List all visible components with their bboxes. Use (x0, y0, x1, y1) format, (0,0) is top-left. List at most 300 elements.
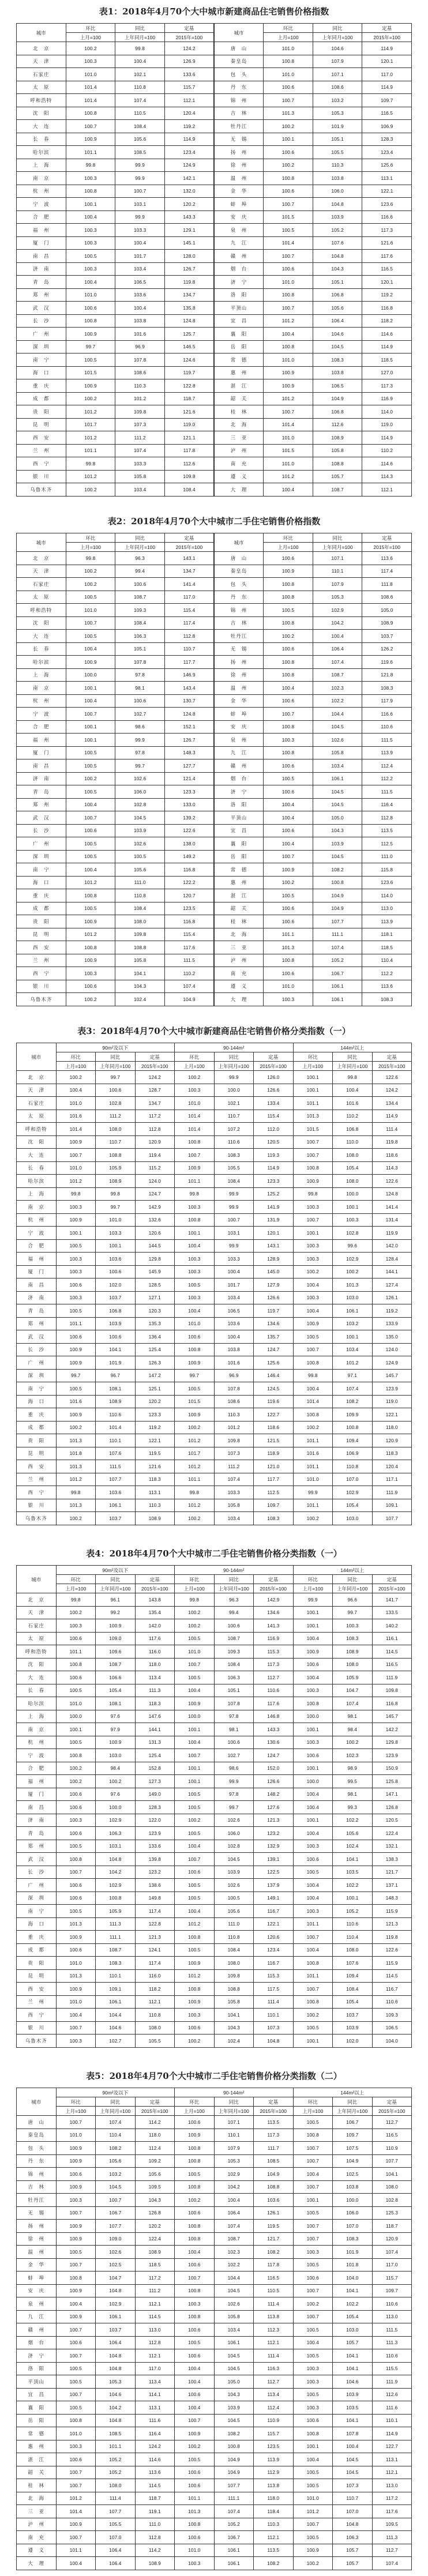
subheader-dingji: 2015年=100 (164, 33, 214, 42)
index-value: 120.5 (254, 1135, 294, 1149)
index-value: 106.0 (115, 785, 165, 799)
city-name: 北 京 (17, 1071, 57, 1084)
city-name: 长 春 (17, 1684, 57, 1697)
table-row (17, 1671, 412, 1684)
index-value: 105.8 (214, 2310, 254, 2323)
index-value: 104.3 (135, 2194, 175, 2207)
index-value: 101.0 (264, 276, 313, 289)
index-value: 100.9 (56, 1356, 96, 1370)
group-header-row (17, 1566, 412, 1575)
index-value: 101.4 (264, 418, 313, 431)
city-name: 兰 州 (17, 954, 66, 967)
table-row (17, 185, 412, 198)
index-value: 100.2 (175, 1619, 215, 1633)
table-row (17, 314, 412, 328)
index-value: 118.3 (135, 1697, 175, 1710)
city-name: 杭 州 (17, 694, 66, 708)
index-value: 122.5 (254, 1866, 294, 1879)
index-value: 100.3 (66, 55, 115, 68)
index-value: 100.4 (214, 1330, 254, 1344)
index-value: 104.8 (96, 2362, 136, 2375)
index-value: 123.5 (164, 902, 214, 915)
city-name: 沈 阳 (17, 1135, 57, 1149)
index-value: 112.3 (254, 2323, 294, 2337)
city-name: 洛 阳 (214, 288, 264, 302)
index-value: 100.2 (66, 993, 115, 1006)
table-row (17, 210, 412, 224)
subheader-huanbi: 上月=100 (264, 33, 313, 42)
index-value: 100.9 (66, 328, 115, 341)
index-value: 114.1 (135, 2388, 175, 2401)
index-value: 100.8 (96, 1891, 136, 1905)
index-value: 105.9 (96, 1161, 136, 1175)
index-value: 100.9 (175, 1697, 215, 1710)
subheader-dingji: 2015年=100 (254, 1584, 294, 1593)
index-value: 101.1 (293, 1097, 333, 1110)
index-value: 106.5 (115, 276, 165, 289)
table-row (17, 682, 412, 695)
index-value: 119.8 (372, 1135, 412, 1149)
index-value: 101.3 (56, 1434, 96, 1447)
index-value: 125.3 (372, 2206, 412, 2220)
index-value: 100.2 (175, 1071, 215, 1084)
city-name: 南 充 (17, 2531, 57, 2544)
table-row (17, 483, 412, 497)
index-value: 118.0 (135, 2129, 175, 2142)
index-value: 108.4 (115, 902, 165, 915)
table-row (17, 694, 412, 708)
city-name: 乌鲁木齐 (17, 2035, 57, 2048)
index-value: 106.1 (96, 1499, 136, 1512)
header-huanbi: 环比 (175, 1575, 215, 1584)
index-value: 135.4 (135, 1606, 175, 1619)
index-value: 104.5 (96, 2180, 136, 2194)
index-value: 104.6 (96, 2021, 136, 2035)
index-value: 136.4 (135, 1330, 175, 1344)
index-value: 108.8 (96, 1149, 136, 1162)
index-value: 128.3 (135, 1801, 175, 1814)
index-value: 107.4 (164, 980, 214, 993)
index-value: 100.7 (264, 405, 313, 419)
index-value: 107.0 (333, 2505, 373, 2518)
index-value: 117.4 (135, 1957, 175, 1970)
index-value: 104.1 (333, 2362, 373, 2375)
index-value: 114.2 (135, 2116, 175, 2129)
index-value: 110.5 (115, 107, 165, 120)
index-value: 100.8 (66, 314, 115, 328)
index-value: 100.4 (175, 1905, 215, 1918)
index-value: 117.8 (164, 444, 214, 457)
index-value: 100.3 (175, 1253, 215, 1266)
t2-section (16, 510, 412, 1006)
index-value: 100.8 (293, 1356, 333, 1370)
index-value: 100.6 (175, 2388, 215, 2401)
index-value: 100.6 (56, 1827, 96, 1840)
index-value: 104.3 (115, 980, 165, 993)
index-value: 113.0 (372, 2310, 412, 2323)
index-value: 116.9 (254, 1632, 294, 1645)
header-dingji: 定基 (164, 24, 214, 33)
city-name: 湛 江 (214, 379, 264, 393)
index-value: 120.3 (135, 1304, 175, 1318)
subheader-dingji: 2015年=100 (135, 1062, 175, 1071)
index-value: 96.3 (115, 552, 165, 565)
index-value: 100.9 (175, 1995, 215, 2009)
index-value: 99.7 (214, 1801, 254, 1814)
index-value: 126.0 (254, 1071, 294, 1084)
index-value: 130.7 (164, 694, 214, 708)
index-value: 108.3 (333, 2232, 373, 2246)
city-name: 上 海 (17, 668, 66, 682)
table-row (17, 2246, 412, 2259)
city-name: 赣 州 (17, 2323, 57, 2337)
index-value: 100.2 (293, 2297, 333, 2311)
index-value: 110.7 (164, 642, 214, 656)
index-value: 110.2 (362, 444, 412, 457)
index-value: 110.4 (96, 2129, 136, 2142)
index-value: 100.7 (264, 708, 313, 721)
table-row (17, 302, 412, 315)
index-value: 101.0 (56, 1697, 96, 1710)
index-value: 103.6 (96, 1486, 136, 1499)
index-value: 102.8 (115, 798, 165, 811)
index-value: 101.0 (264, 42, 313, 55)
index-value: 100.4 (333, 1084, 373, 1097)
index-value: 99.4 (115, 565, 165, 578)
index-value: 100.1 (264, 133, 313, 146)
index-value: 108.2 (254, 2557, 294, 2570)
index-value: 105.2 (214, 2518, 254, 2531)
index-value: 100.6 (264, 785, 313, 799)
index-value: 100.9 (56, 1931, 96, 1944)
index-value: 107.4 (372, 2557, 412, 2570)
subheader-tongbi: 上年同月=100 (115, 543, 165, 552)
city-name: 贵 阳 (17, 1957, 57, 1970)
index-value: 123.4 (254, 1943, 294, 1957)
index-value: 110.6 (372, 2297, 412, 2311)
index-value: 101.4 (56, 1123, 96, 1136)
city-name: 福 州 (17, 1253, 57, 1266)
index-value: 123.2 (135, 1866, 175, 1879)
city-name: 无 锡 (214, 642, 264, 656)
index-value: 122.0 (135, 1814, 175, 1827)
index-value: 100.9 (175, 1356, 215, 1370)
index-value: 100.5 (175, 1632, 215, 1645)
index-value: 100.3 (66, 967, 115, 980)
index-value: 137.1 (372, 1879, 412, 1892)
index-value: 113.4 (135, 2375, 175, 2389)
index-value: 100.5 (56, 2362, 96, 2375)
header-row (17, 2097, 412, 2107)
index-value: 108.0 (333, 1149, 373, 1162)
city-name: 金 华 (214, 185, 264, 198)
city-name: 泸 州 (214, 444, 264, 457)
index-value: 100.1 (293, 1227, 333, 1240)
table-row (17, 1879, 412, 1892)
table-row (17, 1071, 412, 1084)
index-value: 107.4 (96, 2116, 136, 2129)
index-value: 108.2 (254, 2246, 294, 2259)
index-value: 100.4 (293, 1891, 333, 1905)
index-value: 112.1 (362, 483, 412, 497)
subheader-tongbi: 上年同月=100 (96, 1584, 136, 1593)
index-value: 110.8 (333, 1460, 373, 1473)
index-value: 105.1 (214, 1684, 254, 1697)
index-value: 139.1 (254, 1853, 294, 1866)
index-value: 110.8 (115, 889, 165, 902)
header-row (17, 533, 412, 543)
city-name: 长 沙 (17, 314, 66, 328)
index-value: 112.7 (254, 2375, 294, 2389)
table-row (17, 2168, 412, 2181)
index-value: 101.1 (66, 444, 115, 457)
table-row (17, 1213, 412, 1227)
index-value: 132.1 (372, 1840, 412, 1853)
index-value: 110.9 (372, 2142, 412, 2155)
index-value: 100.2 (175, 2440, 215, 2453)
city-name: 昆 明 (17, 1447, 57, 1460)
subheader-tongbi: 上年同月=100 (333, 1584, 373, 1593)
index-value: 144.1 (135, 1723, 175, 1736)
index-value: 109.6 (96, 1645, 136, 1659)
index-value: 103.4 (214, 1291, 254, 1304)
index-value: 100.3 (175, 2297, 215, 2311)
index-value: 116.7 (254, 1957, 294, 1970)
index-value: 104.1 (333, 2414, 373, 2427)
table-row (17, 1265, 412, 1278)
index-value: 111.6 (135, 2414, 175, 2427)
index-value: 115.9 (372, 1957, 412, 1970)
index-value: 104.5 (313, 720, 362, 734)
index-value: 100.8 (175, 1213, 215, 1227)
index-value: 106.7 (214, 2531, 254, 2544)
index-value: 110.1 (96, 1969, 136, 1983)
index-value: 100.9 (66, 656, 115, 669)
index-value: 152.8 (135, 1762, 175, 1775)
index-value: 99.9 (214, 1187, 254, 1201)
index-value: 126.2 (362, 642, 412, 656)
index-value: 119.7 (164, 366, 214, 379)
index-value: 100.5 (264, 604, 313, 617)
index-value: 110.6 (372, 1995, 412, 2009)
city-name: 济 宁 (17, 2349, 57, 2363)
index-value: 101.0 (56, 1995, 96, 2009)
index-value: 100.6 (264, 824, 313, 837)
index-value: 100.5 (175, 1788, 215, 1801)
table-row (17, 876, 412, 889)
index-value: 112.4 (362, 759, 412, 773)
index-value: 100.5 (293, 2116, 333, 2129)
index-value: 110.7 (333, 2492, 373, 2505)
table-row (17, 993, 412, 1006)
group-header: 90m²及以下 (56, 2088, 175, 2097)
index-value: 102.2 (333, 1814, 373, 1827)
index-value: 102.5 (96, 2258, 136, 2272)
index-value: 121.4 (164, 772, 214, 785)
table-row (17, 1356, 412, 1370)
index-value: 112.4 (135, 2142, 175, 2155)
group-header-row (17, 1043, 412, 1052)
index-value: 104.9 (313, 392, 362, 405)
table-row (17, 1408, 412, 1421)
city-name: 太 原 (17, 81, 66, 94)
index-value: 100.6 (56, 1671, 96, 1684)
header-dingji: 定基 (372, 1575, 412, 1584)
index-value: 125.1 (135, 1382, 175, 1396)
table-row (17, 967, 412, 980)
index-value: 100.7 (96, 2194, 136, 2207)
index-value: 110.2 (164, 967, 214, 980)
index-value: 103.4 (214, 1512, 254, 1525)
index-value: 108.7 (214, 1632, 254, 1645)
city-name: 乌鲁木齐 (17, 1512, 57, 1525)
index-value: 114.0 (362, 889, 412, 902)
index-value: 108.8 (115, 941, 165, 954)
table-row (17, 630, 412, 643)
city-name: 北 海 (214, 928, 264, 941)
subheader-huanbi: 上月=100 (66, 543, 115, 552)
table-row (17, 340, 412, 354)
index-value: 101.1 (56, 2544, 96, 2557)
city-name: 遵 义 (17, 2544, 57, 2557)
index-value: 100.6 (293, 1853, 333, 1866)
index-value: 100.7 (56, 2258, 96, 2272)
index-value: 118.3 (372, 1447, 412, 1460)
index-value: 105.3 (313, 107, 362, 120)
city-name: 厦 门 (17, 1265, 57, 1278)
index-value: 102.6 (313, 734, 362, 747)
index-value: 107.4 (214, 2220, 254, 2233)
table-row (17, 262, 412, 276)
table-row (17, 418, 412, 431)
index-value: 124.2 (164, 42, 214, 55)
table-row (17, 2557, 412, 2570)
index-value: 113.4 (135, 1671, 175, 1684)
header-row (17, 1052, 412, 1062)
index-value: 105.8 (214, 1499, 254, 1512)
index-value: 102.9 (96, 1814, 136, 1827)
index-value: 100.4 (293, 1943, 333, 1957)
city-name: 温 州 (214, 682, 264, 695)
index-value: 111.9 (372, 1671, 412, 1684)
table-row (17, 889, 412, 902)
table-row (17, 2479, 412, 2492)
index-value: 100.9 (56, 1408, 96, 1421)
index-value: 108.0 (214, 1957, 254, 1970)
index-value: 100.7 (175, 2272, 215, 2285)
index-value: 100.8 (175, 2142, 215, 2155)
index-value: 114.5 (135, 2310, 175, 2323)
index-value: 100.9 (66, 379, 115, 393)
index-value: 103.9 (333, 2021, 373, 2035)
index-value: 117.3 (362, 224, 412, 237)
index-value: 110.3 (214, 1408, 254, 1421)
index-value: 111.2 (214, 1460, 254, 1473)
index-value: 114.5 (372, 1645, 412, 1659)
index-value: 105.2 (333, 1905, 373, 1918)
city-name: 南 充 (214, 967, 264, 980)
index-value: 100.7 (264, 850, 313, 863)
index-value: 100.7 (66, 120, 115, 133)
index-value: 100.8 (264, 720, 313, 734)
index-value: 104.5 (313, 850, 362, 863)
index-value: 116.8 (164, 863, 214, 877)
index-value: 100.5 (115, 850, 165, 863)
table-row (17, 1512, 412, 1525)
index-value: 105.6 (115, 863, 165, 877)
index-value: 103.3 (96, 1227, 136, 1240)
city-name: 重 庆 (17, 1408, 57, 1421)
index-value: 99.8 (175, 1187, 215, 1201)
index-value: 111.6 (372, 2401, 412, 2415)
index-value: 100.6 (175, 2206, 215, 2220)
index-value: 110.6 (372, 2349, 412, 2363)
index-value: 116.5 (254, 2272, 294, 2285)
index-value: 99.9 (115, 172, 165, 185)
index-value: 148.3 (164, 746, 214, 759)
index-value: 122.1 (135, 1434, 175, 1447)
index-value: 100.3 (264, 993, 313, 1006)
city-name: 南 京 (17, 1201, 57, 1214)
index-value: 145.7 (372, 1710, 412, 1723)
index-value: 100.6 (264, 902, 313, 915)
city-name: 合 肥 (17, 720, 66, 734)
index-value: 110.3 (135, 1499, 175, 1512)
index-value: 112.1 (135, 2297, 175, 2311)
table-row (17, 1084, 412, 1097)
index-value: 119.5 (135, 1447, 175, 1460)
index-value: 98.1 (333, 1710, 373, 1723)
index-value: 149.0 (135, 1788, 175, 1801)
city-name: 北 京 (17, 42, 66, 55)
index-value: 133.5 (372, 1606, 412, 1619)
index-value: 125.7 (164, 328, 214, 341)
index-value: 100.6 (56, 1278, 96, 1292)
index-value: 100.9 (56, 2232, 96, 2246)
city-name: 宜 昌 (17, 2388, 57, 2401)
index-value: 135.0 (372, 1330, 412, 1344)
city-name: 武 汉 (17, 1330, 57, 1344)
index-value: 116.7 (372, 1983, 412, 1996)
index-value: 108.8 (214, 1983, 254, 1996)
index-value: 118.7 (372, 2220, 412, 2233)
table-row (17, 2544, 412, 2557)
index-value: 100.7 (264, 94, 313, 107)
index-value: 126.7 (164, 734, 214, 747)
index-value: 117.4 (362, 565, 412, 578)
index-value: 108.2 (96, 2142, 136, 2155)
city-name: 吉 林 (17, 2180, 57, 2194)
index-value: 100.8 (66, 889, 115, 902)
index-value: 98.4 (96, 1762, 136, 1775)
header-huanbi: 环比 (175, 2097, 215, 2107)
index-value: 100.6 (175, 2349, 215, 2363)
index-value: 106.7 (96, 2206, 136, 2220)
index-value: 100.1 (56, 1723, 96, 1736)
index-value: 106.5 (372, 2021, 412, 2035)
index-value: 100.8 (313, 876, 362, 889)
index-value: 100.7 (56, 2021, 96, 2035)
header-dingji: 定基 (254, 2097, 294, 2107)
city-name: 成 都 (17, 392, 66, 405)
index-value: 105.2 (313, 954, 362, 967)
index-value: 103.8 (214, 1343, 254, 1356)
index-value: 121.8 (362, 668, 412, 682)
city-name: 牡丹江 (214, 120, 264, 133)
index-value: 101.4 (264, 236, 313, 250)
index-value: 109.8 (214, 1434, 254, 1447)
index-value: 106.0 (313, 185, 362, 198)
